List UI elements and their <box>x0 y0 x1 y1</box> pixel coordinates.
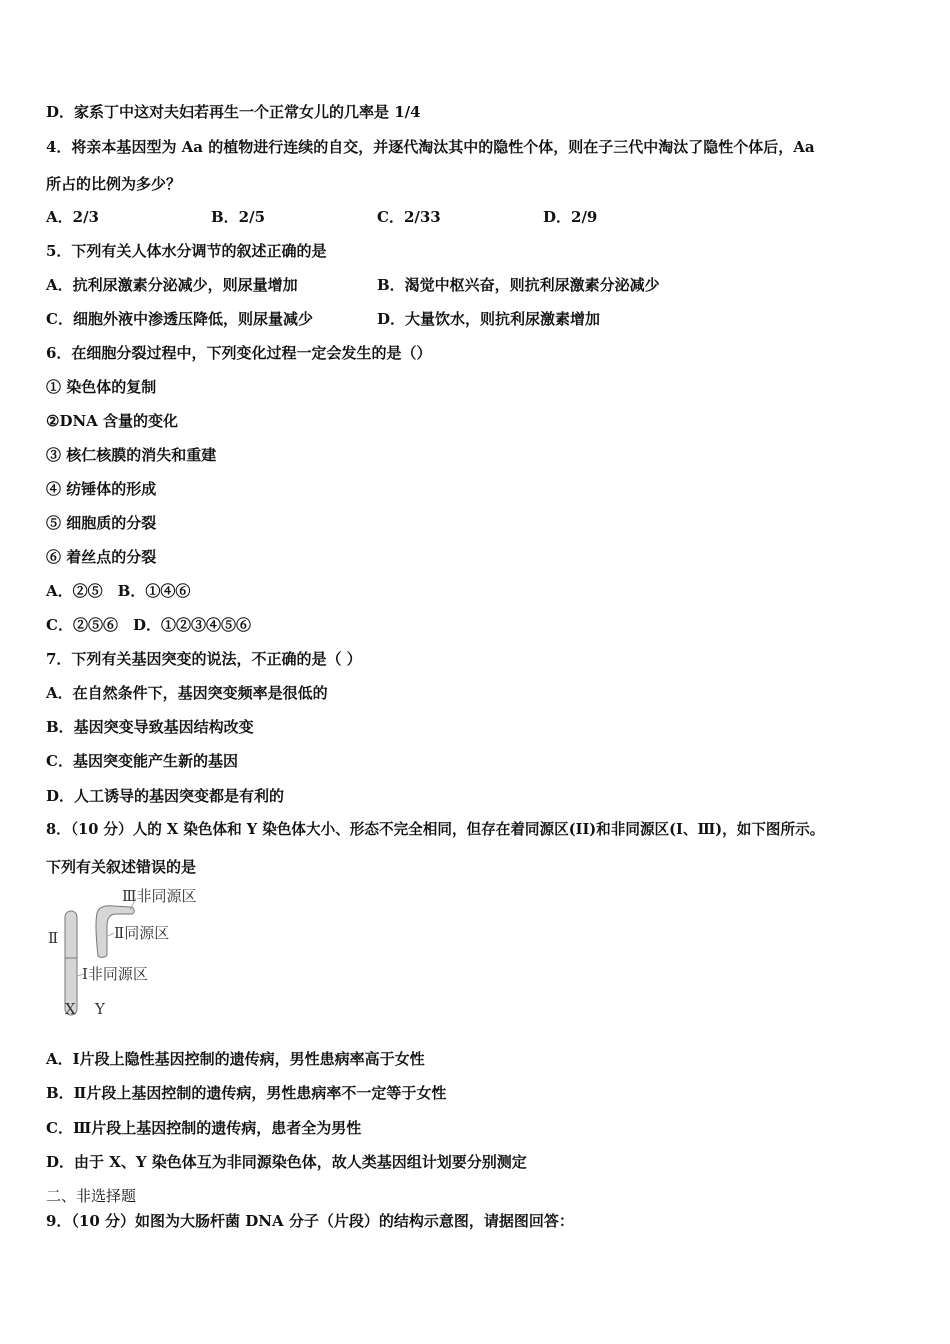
q6-options-ab: A．②⑤ B．①④⑥ <box>46 582 191 600</box>
q5-option-d: D．大量饮水，则抗利尿激素增加 <box>377 310 601 328</box>
label-ii: Ⅱ <box>48 929 59 947</box>
q5-option-c: C．细胞外液中渗透压降低，则尿量减少 <box>46 310 313 328</box>
label-y: Y <box>95 1000 105 1018</box>
q3-option-d: D．家系丁中这对夫妇若再生一个正常女儿的几率是 1/4 <box>46 103 421 121</box>
q6-item-5: ⑤ 细胞质的分裂 <box>46 514 157 532</box>
xy-chromosome-diagram <box>44 878 214 1023</box>
q6-item-3: ③ 核仁核膜的消失和重建 <box>46 446 217 464</box>
q4-stem-line2: 所占的比例为多少？ <box>46 175 182 193</box>
q4-option-d: D．2/9 <box>543 208 598 226</box>
q7-option-c: C．基因突变能产生新的基因 <box>46 752 238 770</box>
q6-item-2: ②DNA 含量的变化 <box>46 412 179 430</box>
q6-item-6: ⑥ 着丝点的分裂 <box>46 548 157 566</box>
q8-option-b: B．Ⅱ片段上基因控制的遗传病，男性患病率不一定等于女性 <box>46 1084 447 1102</box>
section-2-heading: 二、非选择题 <box>46 1187 137 1205</box>
q7-option-d: D．人工诱导的基因突变都是有利的 <box>46 787 285 805</box>
q8-option-c: C．Ⅲ片段上基因控制的遗传病，患者全为男性 <box>46 1119 362 1137</box>
q4-stem-line1: 4．将亲本基因型为 Aa 的植物进行连续的自交，并逐代淘汰其中的隐性个体，则在子三代中淘汰了隐性个体后，Aa <box>46 138 815 156</box>
q9-stem: 9．（10 分）如图为大肠杆菌 DNA 分子（片段）的结构示意图，请据图回答： <box>46 1212 574 1230</box>
q7-stem: 7．下列有关基因突变的说法，不正确的是（ ） <box>46 650 362 668</box>
q8-stem-line1: 8．（10 分）人的 X 染色体和 Y 染色体大小、形态不完全相同，但存在着同源区(II)和非同源区(I、Ⅲ)，如下图所示。 <box>46 821 825 838</box>
label-x: X <box>65 1000 76 1018</box>
q4-option-a: A．2/3 <box>46 208 99 226</box>
q6-options-cd: C．②⑤⑥ D．①②③④⑤⑥ <box>46 616 251 634</box>
q6-stem: 6．在细胞分裂过程中，下列变化过程一定会发生的是（） <box>46 344 432 362</box>
q4-option-c: C．2/33 <box>377 208 441 226</box>
q7-option-a: A．在自然条件下，基因突变频率是很低的 <box>46 684 328 702</box>
q6-item-1: ① 染色体的复制 <box>46 378 157 396</box>
q8-option-d: D．由于 X、Y 染色体互为非同源染色体，故人类基因组计划要分别测定 <box>46 1153 527 1171</box>
q5-stem: 5．下列有关人体水分调节的叙述正确的是 <box>46 242 327 260</box>
q5-option-a: A．抗利尿激素分泌减少，则尿量增加 <box>46 276 298 294</box>
q7-option-b: B．基因突变导致基因结构改变 <box>46 718 254 736</box>
q8-stem-line2: 下列有关叙述错误的是 <box>46 858 197 876</box>
q5-option-b: B．渴觉中枢兴奋，则抗利尿激素分泌减少 <box>377 276 660 294</box>
q6-item-4: ④ 纺锤体的形成 <box>46 480 157 498</box>
label-i-region: Ⅰ非同源区 <box>82 965 148 983</box>
q8-option-a: A．Ⅰ片段上隐性基因控制的遗传病，男性患病率高于女性 <box>46 1050 425 1068</box>
label-ii-region: Ⅱ同源区 <box>114 924 170 942</box>
label-iii-region: Ⅲ非同源区 <box>122 887 197 905</box>
q4-option-b: B．2/5 <box>211 208 266 226</box>
